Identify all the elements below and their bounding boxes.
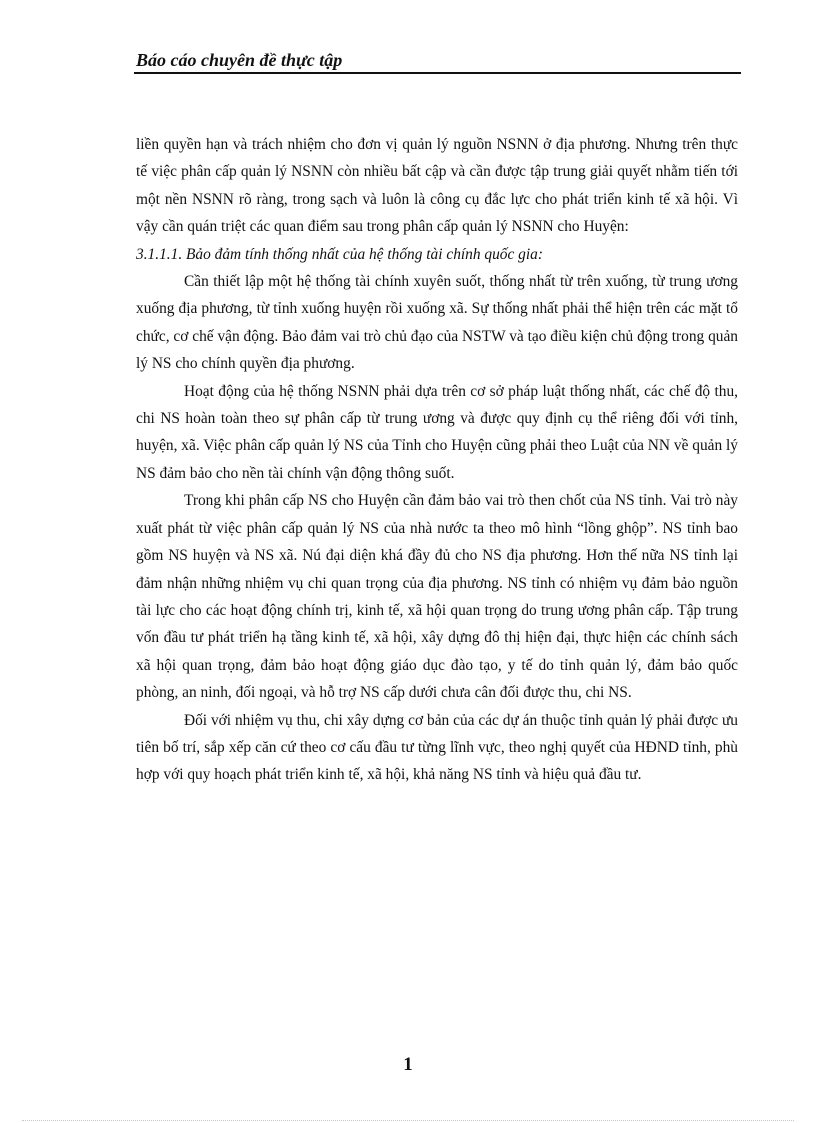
paragraph-legal-basis: Hoạt động của hệ thống NSNN phải dựa trên cơ sở pháp luật thống nhất, các chế độ thu, chi NS hoàn toàn theo sự phân cấp từ trung ương và được quy định cụ thể riêng đối với tỉnh, huyện, xã. Việc phân cấp quản lý NS của Tỉnh cho Huyện cũng phải theo Luật của NN về quản lý NS đảm bảo cho nền tài chính vận động thông suốt.	[136, 382, 738, 482]
header-title: Báo cáo chuyên đề thực tập	[136, 50, 343, 70]
paragraph-capital-construction: Đối với nhiệm vụ thu, chi xây dựng cơ bản của các dự án thuộc tỉnh quản lý phải được ưu tiên bố trí, sắp xếp căn cứ theo cơ cấu đầu tư từng lĩnh vực, theo nghị quyết của HĐND tỉnh, phù hợp với quy hoạch phát triển kinh tế, xã hội, khả năng NS tỉnh và hiệu quả đầu tư.	[136, 711, 738, 784]
paragraph-intro: liền quyền hạn và trách nhiệm cho đơn vị quản lý nguồn NSNN ở địa phương. Nhưng trên thực tế việc phân cấp quản lý NSNN còn nhiều bất cập và cần được tập trung giải quyết nhằm tiến tới một nền NSNN rõ ràng, trong sạch và luôn là công cụ đắc lực cho phát triển kinh tế xã hội. Vì vậy cần quán triệt các quan điểm sau trong phân cấp quản lý NSNN cho Huyện:	[136, 136, 738, 236]
page-header	[134, 48, 741, 74]
section-heading: 3.1.1.1. Bảo đảm tính thống nhất của hệ thống tài chính quốc gia:	[136, 245, 543, 263]
body-text	[136, 131, 738, 789]
paragraph-provincial-role: Trong khi phân cấp NS cho Huyện cần đảm bảo vai trò then chốt của NS tỉnh. Vai trò này xuất phát từ việc phân cấp quản lý NS của nhà nước ta theo mô hình “lồng ghộp”. NS tỉnh bao gồm NS huyện và NS xã. Nú đại diện khá đầy đủ cho NS địa phương. Hơn thế nữa NS tỉnh lại đảm nhận những nhiệm vụ chi quan trọng của địa phương. NS tỉnh có nhiệm vụ đảm bảo nguồn tài lực cho các hoạt động chính trị, kinh tế, xã hội quan trọng do trung ương phân cấp. Tập trung vốn đầu tư phát triển hạ tầng kinh tế, xã hội, xây dựng đô thị hiện đại, thực hiện các chính sách xã hội quan trọng, đảm bảo hoạt động giáo dục đào tạo, y tế do tỉnh quản lý, đảm bảo quốc phòng, an ninh, đối ngoại, và hỗ trợ NS cấp dưới chưa cân đối được thu, chi NS.	[136, 492, 738, 702]
page-number: 1	[403, 1054, 413, 1075]
footer-divider	[22, 1120, 794, 1121]
paragraph-unified-system: Cần thiết lập một hệ thống tài chính xuyên suốt, thống nhất từ trên xuống, từ trung ương xuống địa phương, từ tỉnh xuống huyện rồi xuống xã. Sự thống nhất phải thể hiện trên các mặt tổ chức, cơ chế vận động. Bảo đảm vai trò chủ đạo của NSTW và tạo điều kiện chủ động trong quản lý NS cho chính quyền địa phương.	[136, 273, 738, 373]
